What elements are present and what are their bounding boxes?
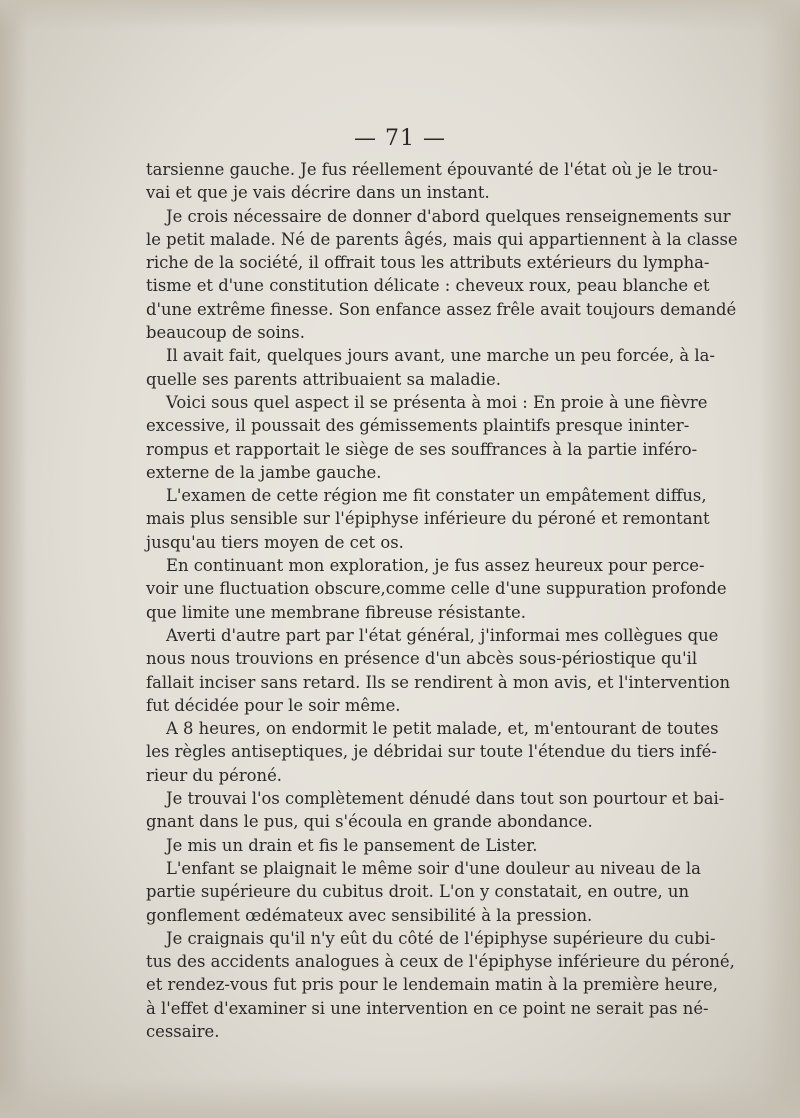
- text-line: A 8 heures, on endormit le petit malade, et, m'entourant de toutes: [166, 719, 719, 739]
- paragraph: [146, 391, 708, 484]
- text-line: d'une extrême finesse. Son enfance assez frêle avait toujours demandé: [146, 299, 737, 319]
- paragraph: [146, 834, 638, 857]
- text-line: fut décidée pour le soir même.: [146, 695, 401, 715]
- text-line: L'enfant se plaignait le même soir d'une douleur au niveau de la: [166, 858, 701, 878]
- text-line: jusqu'au tiers moyen de cet os.: [146, 532, 404, 552]
- text-line: L'examen de cette région me fit constater un empâtement diffus,: [166, 486, 707, 506]
- page-edge-shadow-top: [0, 0, 800, 30]
- text-line: Il avait fait, quelques jours avant, une marche un peu forcée, à la-: [166, 346, 715, 366]
- page-edge-shadow-right: [760, 0, 800, 1118]
- text-line: externe de la jambe gauche.: [146, 462, 382, 482]
- text-line: Je mis un drain et fis le pansement de Lister.: [166, 835, 538, 855]
- paragraph: [146, 624, 731, 717]
- text-line: Voici sous quel aspect il se présenta à moi : En proie à une fièvre: [166, 392, 708, 412]
- text-line: rieur du péroné.: [146, 765, 282, 785]
- paragraph: [146, 205, 738, 345]
- text-line: En continuant mon exploration, je fus assez heureux pour perce-: [166, 556, 705, 576]
- text-line: cessaire.: [146, 1021, 220, 1041]
- text-line: fallait inciser sans retard. Ils se rendirent à mon avis, et l'intervention: [146, 672, 731, 692]
- text-line: tarsienne gauche. Je fus réellement épouvanté de l'état où je le trou-: [146, 160, 718, 179]
- text-line: que limite une membrane fibreuse résistante.: [146, 602, 526, 622]
- paragraph: [146, 927, 735, 1043]
- paragraph: [146, 717, 719, 787]
- text-line: Je craignais qu'il n'y eût du côté de l'épiphyse supérieure du cubi-: [166, 928, 716, 948]
- body-text: [146, 158, 738, 1043]
- text-line: tus des accidents analogues à ceux de l'épiphyse inférieure du péroné,: [146, 952, 735, 972]
- paragraph: [146, 344, 715, 391]
- paragraph: [146, 484, 710, 554]
- text-line: à l'effet d'examiner si une intervention en ce point ne serait pas né-: [146, 998, 709, 1018]
- paragraph: [146, 787, 725, 834]
- paragraph: [146, 857, 701, 927]
- text-line: mais plus sensible sur l'épiphyse inférieure du péroné et remontant: [146, 509, 710, 529]
- text-line: voir une fluctuation obscure,comme celle d'une suppuration profonde: [146, 579, 727, 599]
- text-line: les règles antiseptiques, je débridai sur toute l'étendue du tiers infé-: [146, 742, 717, 762]
- text-line: gnant dans le pus, qui s'écoula en grande abondance.: [146, 812, 593, 832]
- page-number: — 71 —: [354, 126, 446, 151]
- text-line: Je crois nécessaire de donner d'abord quelques renseignements sur: [166, 206, 731, 226]
- text-line: Averti d'autre part par l'état général, j'informai mes collègues que: [166, 625, 719, 645]
- text-line: et rendez-vous fut pris pour le lendemain matin à la première heure,: [146, 975, 718, 995]
- paragraph: [146, 554, 727, 624]
- text-line: quelle ses parents attribuaient sa maladie.: [146, 369, 501, 389]
- text-line: le petit malade. Né de parents âgés, mais qui appartiennent à la classe: [146, 229, 738, 249]
- text-line: rompus et rapportait le siège de ses souffrances à la partie inféro-: [146, 439, 698, 459]
- text-line: Je trouvai l'os complètement dénudé dans tout son pourtour et bai-: [166, 789, 725, 809]
- text-line: riche de la société, il offrait tous les attributs extérieurs du lympha-: [146, 253, 710, 273]
- text-line: nous nous trouvions en présence d'un abcès sous-périostique qu'il: [146, 649, 698, 669]
- text-line: partie supérieure du cubitus droit. L'on y constatait, en outre, un: [146, 882, 690, 902]
- text-line: tisme et d'une constitution délicate : cheveux roux, peau blanche et: [146, 276, 710, 296]
- page-edge-shadow-bottom: [0, 1078, 800, 1118]
- text-line: excessive, il poussait des gémissements plaintifs presque ininter-: [146, 416, 690, 436]
- page-edge-shadow-left: [0, 0, 28, 1118]
- paragraph: [146, 158, 718, 205]
- text-line: beaucoup de soins.: [146, 323, 305, 343]
- text-line: vai et que je vais décrire dans un instant.: [146, 183, 490, 203]
- text-line: gonflement œdémateux avec sensibilité à la pression.: [146, 905, 593, 925]
